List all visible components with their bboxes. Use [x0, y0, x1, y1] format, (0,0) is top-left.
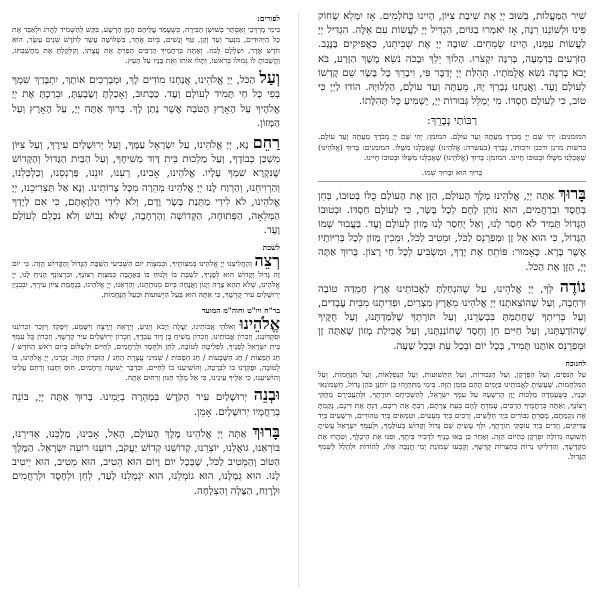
veal-opening-word: וְעַל: [259, 68, 280, 88]
elokeinu-opening-word: אֱלֹהֵינוּ: [239, 313, 280, 333]
retzeh-paragraph: [12, 251, 280, 300]
yaaleh-veyavo-text: וֵאלֹהֵי אֲבוֹתֵינוּ, יַעֲלֶה וְיָבֹא וְיַגִּיעַ, וְיֵרָאֶה וְיֵרָצֶה וְיִשָּׁמַע, וְיִפָּקֵד וְיִזָּכֵר זִכְרוֹנֵנוּ וּפִקְדּוֹנֵנוּ, וְזִכְרוֹן אֲבוֹתֵינוּ, וְזִכְרוֹן מָשִׁיחַ בֶּן דָּוִד עַבְדֶּךָ, וְזִכְרוֹן יְרוּשָׁלַיִם עִיר קָדְשֶׁךָ, וְזִכְרוֹן כָּל עַמְּךָ בֵּית יִשְׂרָאֵל לְפָנֶיךָ, לִפְלֵיטָה לְטוֹבָה, לְחֵן וּלְחֶסֶד וּלְרַחֲמִים, לְחַיִּים וּלְשָׁלוֹם בְּיוֹם רֹאשׁ הַחֹדֶשׁ / חַג הַמַּצּוֹת / חַג הַשָּׁבֻעוֹת / חַג הַסֻּכּוֹת / שְׁמִינִי עֲצֶרֶת הַחַג / הַזִּכָּרוֹן הַזֶּה. זָכְרֵנוּ, יְיָ אֱלֹהֵינוּ, בּוֹ לְטוֹבָה, וּפָקְדֵנוּ בוֹ לִבְרָכָה, וְהוֹשִׁיעֵנוּ בוֹ לְחַיִּים. וּבִדְבַר יְשׁוּעָה וְרַחֲמִים, חוּס וְחָנֵּנוּ וְרַחֵם עָלֵינוּ וְהוֹשִׁיעֵנוּ, כִּי אֵלֶיךָ עֵינֵינוּ, כִּי אֵל מֶלֶךְ חַנּוּן וְרַחוּם אָתָּה.: [12, 321, 280, 383]
hatov-text: אַתָּה יְיָ אֱלֹהֵינוּ מֶלֶךְ הָעוֹלָם, הָאֵל, אָבִינוּ, מַלְכֵּנוּ, אַדִּירֵנוּ, בּוֹרְאֵנוּ, גּוֹאֲלֵנוּ, יוֹצְרֵנוּ, קְדוֹשֵׁנוּ קְדוֹשׁ יַעֲקֹב, רוֹעֵנוּ רוֹעֵה יִשְׂרָאֵל. הַמֶּלֶךְ הַטּוֹב וְהַמֵּטִיב לַכֹּל, שֶׁבְּכָל יוֹם וָיוֹם הוּא הֵטִיב, הוּא מֵטִיב, הוּא יֵיטִיב לָנוּ. הוּא גְמָלָנוּ, הוּא גוֹמְלֵנוּ, הוּא יִגְמְלֵנוּ לָעַד, לְחֵן וּלְחֶסֶד וּלְרַחֲמִים וּלְרֶוַח, הַצָּלָה וְהַצְלָחָה.: [12, 428, 280, 497]
yaaleh-veyavo-paragraph: [12, 313, 280, 384]
veal-hakol-paragraph: [12, 68, 280, 131]
veal-text: הַכֹּל, יְיָ אֱלֹהֵינוּ, אֲנַחְנוּ מוֹדִים לָךְ, וּמְבָרְכִים אוֹתָךְ, יִתְבָּרַךְ שִׁמְךָ בְּפִי כָּל חַי תָּמִיד לְעוֹלָם וָעֶד. כַּכָּתוּב, וְאָכַלְתָּ וְשָׂבָעְתָּ, וּבֵרַכְתָּ אֶת יְיָ אֱלֹהֶיךָ עַל הָאָרֶץ הַטֹּבָה אֲשֶׁר נָתַן לָךְ. בָּרוּךְ אַתָּה יְיָ, עַל הָאָרֶץ וְעַל הַמָּזוֹן.: [12, 75, 280, 129]
rachem-paragraph: [12, 133, 280, 238]
chanukah-paragraph: עַל הַנִּסִּים, וְעַל הַפֻּרְקָן, וְעַל הַגְּבוּרוֹת, וְעַל הַתְּשׁוּעוֹת, וְעַל הַנִּפְלָאוֹת, וְעַל הַנֶּחָמוֹת, וְעַל הַמִּלְחָמוֹת, שֶׁעָשִׂיתָ לַאֲבוֹתֵינוּ בַּיָּמִים הָהֵם בַּזְּמַן הַזֶּה. בִּימֵי מַתִּתְיָהוּ בֶּן יוֹחָנָן כֹּהֵן גָּדוֹל, חַשְׁמוֹנַאי וּבָנָיו, כְּשֶׁעָמְדָה מַלְכוּת יָוָן הָרְשָׁעָה עַל עַמְּךָ יִשְׂרָאֵל, לְהַשְׁכִּיחָם תּוֹרָתֶךָ, וּלְהַעֲבִירָם מֵחֻקֵּי רְצוֹנֶךָ, וְאַתָּה בְּרַחֲמֶיךָ הָרַבִּים, עָמַדְתָּ לָהֶם בְּעֵת צָרָתָם, רַבְתָּ אֶת רִיבָם, דַּנְתָּ אֶת דִּינָם, נָקַמְתָּ אֶת נִקְמָתָם, מָסַרְתָּ גִבּוֹרִים בְּיַד חַלָּשִׁים, וְרַבִּים בְּיַד מְעַטִּים, וּטְמֵאִים בְּיַד טְהוֹרִים, וּרְשָׁעִים בְּיַד צַדִּיקִים, וְזֵדִים בְּיַד עוֹסְקֵי תוֹרָתֶךָ, וּלְךָ עָשִׂיתָ שֵׁם גָּדוֹל וְקָדוֹשׁ בְּעוֹלָמֶךָ, וּלְעַמְּךָ יִשְׂרָאֵל עָשִׂיתָ תְּשׁוּעָה גְדוֹלָה וּפֻרְקָן כְּהַיּוֹם הַזֶּה. וְאַחַר כֵּן בָּאוּ בָנֶיךָ לִדְבִיר בֵּיתֶךָ, וּפִנּוּ אֶת הֵיכָלֶךָ, וְטִהֲרוּ אֶת מִקְדָּשֶׁךָ, וְהִדְלִיקוּ נֵרוֹת בְּחַצְרוֹת קָדְשֶׁךָ, וְקָבְעוּ שְׁמוֹנַת יְמֵי חֲנֻכָּה אֵלּוּ, לְהוֹדוֹת וּלְהַלֵּל לְשִׁמְךָ הַגָּדוֹל.: [318, 369, 586, 462]
column-gutter: [298, 12, 299, 587]
hazan-blessing-text: אַתָּה יְיָ, אֱלֹהֵינוּ מֶלֶךְ הָעוֹלָם, הַזָּן אֶת הָעוֹלָם כֻּלּוֹ בְּטוּבוֹ, בְּחֵן בְּחֶסֶד וּבְרַחֲמִים, הוּא נוֹתֵן לֶחֶם לְכָל בָּשָׂר, כִּי לְעוֹלָם חַסְדּוֹ. וּבְטוּבוֹ הַגָּדוֹל תָּמִיד לֹא חָסַר לָנוּ, וְאַל יֶחְסַר לָנוּ מָזוֹן לְעוֹלָם וָעֶד. בַּעֲבוּר שְׁמוֹ הַגָּדוֹל, כִּי הוּא אֵל זָן וּמְפַרְנֵס לַכֹּל, וּמֵטִיב לַכֹּל, וּמֵכִין מָזוֹן לְכָל בְּרִיּוֹתָיו אֲשֶׁר בָּרָא. כָּאָמוּר: פּוֹתֵחַ אֶת יָדֶךָ, וּמַשְׂבִּיעַ לְכָל חַי רָצוֹן. בָּרוּךְ אַתָּה יְיָ, הַזָּן אֶת הַכֹּל.: [318, 190, 586, 273]
purim-paragraph: בִּימֵי מָרְדְּכַי וְאֶסְתֵּר בְּשׁוּשַׁן הַבִּירָה, כְּשֶׁעָמַד עֲלֵיהֶם הָמָן הָרָשָׁע, בִּקֵּשׁ לְהַשְׁמִיד לַהֲרֹג וּלְאַבֵּד אֶת כָּל הַיְּהוּדִים, מִנַּעַר וְעַד זָקֵן, טַף וְנָשִׁים, בְּיוֹם אֶחָד, בִּשְׁלוֹשָׁה עָשָׂר לְחֹדֶשׁ שְׁנֵים עָשָׂר, הוּא חֹדֶשׁ אֲדָר, וּשְׁלָלָם לָבוֹז. וְאַתָּה בְּרַחֲמֶיךָ הָרַבִּים הֵפַרְתָּ אֶת עֲצָתוֹ, וְקִלְקַלְתָּ אֶת מַחֲשַׁבְתּוֹ, וַהֲשֵׁבוֹתָ לּוֹ גְּמוּלוֹ בְּרֹאשׁוֹ, וְתָלוּ אוֹתוֹ וְאֶת בָּנָיו עַל הָעֵץ.: [12, 25, 280, 65]
land-blessing-text: לְּךָ, יְיָ אֱלֹהֵינוּ, עַל שֶׁהִנְחַלְתָּ לַאֲבוֹתֵינוּ אֶרֶץ חֶמְדָּה טוֹבָה וּרְחָבָה, וְעַל שֶׁהוֹצֵאתָנוּ יְיָ אֱלֹהֵינוּ מֵאֶרֶץ מִצְרַיִם, וּפְדִיתָנוּ מִבֵּית עֲבָדִים, וְעַל בְּרִיתְךָ שֶׁחָתַמְתָּ בִּבְשָׂרֵנוּ, וְעַל תּוֹרָתְךָ שֶׁלִּמַּדְתָּנוּ, וְעַל חֻקֶּיךָ שֶׁהוֹדַעְתָּנוּ, וְעַל חַיִּים חֵן וָחֶסֶד שֶׁחוֹנַנְתָּנוּ, וְעַל אֲכִילַת מָזוֹן שָׁאַתָּה זָן וּמְפַרְנֵס אוֹתָנוּ תָּמִיד, בְּכָל יוֹם וּבְכָל עֵת וּבְכָל שָׁעָה.: [318, 283, 586, 352]
purim-label: לפורים:: [257, 14, 280, 23]
rachem-text: נָא, יְיָ אֱלֹהֵינוּ, עַל יִשְׂרָאֵל עַמֶּךָ, וְעַל יְרוּשָׁלַיִם עִירֶךָ, וְעַל צִיּוֹן מִשְׁכַּן כְּבוֹדֶךָ, וְעַל מַלְכוּת בֵּית דָּוִד מְשִׁיחֶךָ, וְעַל הַבַּיִת הַגָּדוֹל וְהַקָּדוֹשׁ שֶׁנִּקְרָא שִׁמְךָ עָלָיו. אֱלֹהֵינוּ, אָבִינוּ, רְעֵנוּ, זוּנֵנוּ, פַּרְנְסֵנוּ, וְכַלְכְּלֵנוּ, וְהַרְוִיחֵנוּ, וְהַרְוַח לָנוּ יְיָ אֱלֹהֵינוּ מְהֵרָה מִכָּל צָרוֹתֵינוּ. וְנָא אַל תַּצְרִיכֵנוּ, יְיָ אֱלֹהֵינוּ, לֹא לִידֵי מַתְּנַת בָּשָׂר וָדָם, וְלֹא לִידֵי הַלְוָאָתָם, כִּי אִם לְיָדְךָ הַמְּלֵאָה, הַפְּתוּחָה, הַקְּדוֹשָׁה וְהָרְחָבָה, שֶׁלֹּא נֵבוֹשׁ וְלֹא נִכָּלֵם לְעוֹלָם וָעֶד.: [12, 140, 280, 237]
retzeh-text: וְהַחֲלִיצֵנוּ יְיָ אֱלֹהֵינוּ בְּמִצְוֹתֶיךָ, וּבְמִצְוַת יוֹם הַשְּׁבִיעִי הַשַּׁבָּת הַגָּדוֹל וְהַקָּדוֹשׁ הַזֶּה. כִּי יוֹם זֶה גָּדוֹל וְקָדוֹשׁ הוּא לְפָנֶיךָ, לִשְׁבָּת בּוֹ וְלָנוּחַ בּוֹ בְּאַהֲבָה כְּמִצְוַת רְצוֹנֶךָ, וּבִרְצוֹנְךָ הָנִיחַ לָנוּ, יְיָ אֱלֹהֵינוּ, שֶׁלֹּא תְהֵא צָרָה וְיָגוֹן וַאֲנָחָה בְּיוֹם מְנוּחָתֵנוּ, וְהַרְאֵנוּ, יְיָ אֱלֹהֵינוּ, בְּנֶחָמַת צִיּוֹן עִירֶךָ, וּבְבִנְיַן יְרוּשָׁלַיִם עִיר קָדְשֶׁךָ, כִּי אַתָּה הוּא בַּעַל הַיְשׁוּעוֹת וּבַעַל הַנֶּחָמוֹת.: [12, 259, 280, 300]
hatov-opening-word: בָּרוּךְ: [252, 421, 280, 441]
shir-hamaalot-paragraph: שִׁיר הַמַּעֲלוֹת, בְּשׁוּב יְיָ אֶת שִׁיבַת צִיּוֹן, הָיִינוּ כְּחֹלְמִים. אָז יִמָּלֵא שְׂחוֹק פִּינוּ וּלְשׁוֹנֵנוּ רִנָּה, אָז יֹאמְרוּ בַגּוֹיִם, הִגְדִּיל יְיָ לַעֲשׂוֹת עִם אֵלֶּה. הִגְדִּיל יְיָ לַעֲשׂוֹת עִמָּנוּ, הָיִינוּ שְׂמֵחִים. שׁוּבָה יְיָ אֶת שְׁבִיתֵנוּ, כַּאֲפִיקִים בַּנֶּגֶב. הַזֹּרְעִים בְּדִמְעָה, בְּרִנָּה יִקְצֹרוּ. הָלוֹךְ יֵלֵךְ וּבָכֹה נֹשֵׂא מֶשֶׁךְ הַזָּרַע, בֹּא יָבֹא בְרִנָּה נֹשֵׂא אֲלֻמֹּתָיו. תְּהִלַּת יְיָ יְדַבֶּר פִּי, וִיבָרֵךְ כָּל בָּשָׂר שֵׁם קָדְשׁוֹ לְעוֹלָם וָעֶד. וַאֲנַחְנוּ נְבָרֵךְ יָהּ, מֵעַתָּה וְעַד עוֹלָם, הַלְלוּיָהּ. הוֹדוּ לַיְיָ כִּי טוֹב, כִּי לְעוֹלָם חַסְדּוֹ. מִי יְמַלֵּל גְּבוּרוֹת יְיָ, יַשְׁמִיעַ כָּל תְּהִלָּתוֹ.: [318, 11, 586, 108]
uvneh-paragraph: [12, 385, 280, 419]
hatov-vehameitiv-paragraph: [12, 421, 280, 499]
uvneh-opening-word: וּבְנֵה: [253, 385, 280, 405]
right-column: [318, 10, 586, 594]
zimmun-heading: רַבּוֹתַי נְבָרֵךְ:: [427, 114, 477, 128]
divider: [318, 181, 586, 182]
chanukah-label: לחנוכה: [565, 358, 586, 368]
hazan-opening-word: בָּרוּךְ: [558, 183, 586, 203]
land-blessing-paragraph: [318, 276, 586, 354]
yomtov-label: בר"ח ויו"ט וחוה"מ המועד: [201, 305, 280, 315]
hazan-blessing-paragraph: [318, 183, 586, 275]
zimmun-paragraph: המזמנים: יְהִי שֵׁם יְיָ מְבֹרָךְ מֵעַתָּה וְעַד עוֹלָם. המזמן: יְהִי שֵׁם יְיָ מְבֹרָךְ מֵעַתָּה וְעַד עוֹלָם. ברשות מרנן ורבנן ורבותי, נְבָרֵךְ (בעשרה: אֱלֹהֵינוּ) שֶׁאָכַלְנוּ מִשֶּׁלּוֹ. המזמנים: בָּרוּךְ (אֱלֹהֵינוּ) שֶׁאָכַלְנוּ מִשֶּׁלּוֹ וּבְטוּבוֹ חָיִינוּ. המזמן: בָּרוּךְ (אֱלֹהֵינוּ) שֶׁאָכַלְנוּ מִשֶּׁלּוֹ וּבְטוּבוֹ חָיִינוּ.: [318, 132, 586, 163]
uvneh-text: יְרוּשָׁלַיִם עִיר הַקֹּדֶשׁ בִּמְהֵרָה בְיָמֵינוּ. בָּרוּךְ אַתָּה יְיָ, בּוֹנֵה בְרַחֲמָיו יְרוּשָׁלָיִם. אָמֵן.: [12, 392, 280, 418]
left-column: [12, 10, 280, 594]
shabbat-label: לשבת: [262, 243, 280, 253]
zimmun-closing: בָּרוּךְ הוּא וּבָרוּךְ שְׁמוֹ.: [421, 168, 483, 178]
land-opening-word: נוֹדֶה: [559, 276, 586, 296]
retzeh-opening-word: רְצֵה: [254, 251, 280, 271]
rachem-opening-word: רַחֵם: [252, 133, 280, 152]
